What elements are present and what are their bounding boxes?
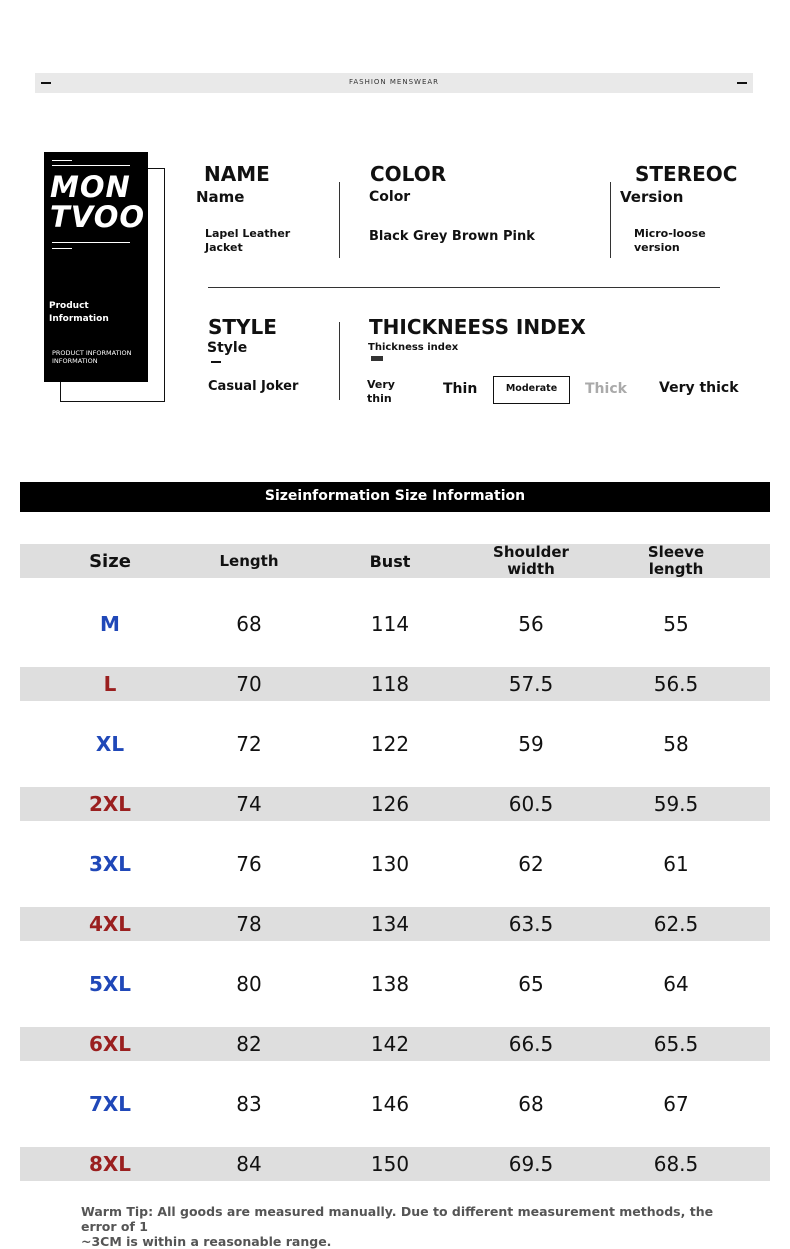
column-header-label: Sleeve — [647, 543, 705, 561]
bust-cell: 114 — [370, 612, 410, 636]
option-label: Moderate — [505, 383, 558, 394]
tag-product-label: Product — [49, 301, 89, 311]
tag-rule — [52, 248, 72, 249]
tag-rule — [52, 242, 130, 243]
option-label: Very — [367, 378, 395, 391]
sleeve-cell: 61 — [663, 852, 689, 876]
shoulder-cell: 63.5 — [508, 912, 554, 936]
column-header-bust — [335, 544, 445, 578]
top-banner — [35, 73, 753, 93]
table-row — [20, 1087, 770, 1121]
length-cell: 70 — [236, 672, 262, 696]
sleeve-cell: 56.5 — [653, 672, 699, 696]
option-label: thin — [367, 392, 392, 405]
bust-cell: 138 — [370, 972, 410, 996]
brand-logo-line-2: TVOO — [50, 200, 146, 234]
dash-icon — [211, 361, 221, 363]
column-header-shoulder — [476, 544, 586, 578]
thickness-option-very-thin — [367, 378, 395, 406]
column-header-label: Length — [219, 551, 279, 570]
thickness-option-thin: Thin — [443, 381, 478, 397]
size-cell: 5XL — [88, 972, 132, 996]
sleeve-cell: 62.5 — [653, 912, 699, 936]
tag-rule — [52, 160, 72, 161]
length-cell: 68 — [236, 612, 262, 636]
warm-tip-line: ~3CM is within a reasonable range. — [81, 1234, 332, 1249]
tag-rule — [52, 165, 130, 166]
column-header-label: Shoulder — [493, 543, 569, 561]
dash-icon — [737, 82, 747, 84]
table-row — [20, 967, 770, 1001]
length-cell: 80 — [236, 972, 262, 996]
column-header-label: length — [648, 560, 704, 578]
column-header-sleeve — [621, 544, 731, 578]
size-cell: 3XL — [88, 852, 132, 876]
length-cell: 84 — [236, 1152, 262, 1176]
length-cell: 74 — [236, 792, 262, 816]
style-value: Casual Joker — [208, 379, 299, 394]
bust-cell: 142 — [370, 1032, 410, 1056]
column-header-length — [194, 544, 304, 578]
banner-title: FASHION MENSWEAR — [348, 78, 440, 86]
sleeve-cell: 67 — [663, 1092, 689, 1116]
size-cell: M — [100, 612, 120, 636]
section-divider — [208, 287, 720, 288]
size-cell: L — [103, 672, 117, 696]
sleeve-cell: 64 — [663, 972, 689, 996]
thickness-option-thick: Thick — [585, 381, 627, 397]
table-row — [20, 907, 770, 941]
length-cell: 83 — [236, 1092, 262, 1116]
color-subheading: Color — [369, 189, 411, 205]
length-cell: 76 — [236, 852, 262, 876]
bust-cell: 122 — [370, 732, 410, 756]
size-section-title: Sizeinformation Size Information — [264, 488, 526, 504]
shoulder-cell: 66.5 — [508, 1032, 554, 1056]
style-heading: STYLE — [208, 315, 277, 339]
shoulder-cell: 69.5 — [508, 1152, 554, 1176]
brand-tag — [44, 152, 148, 382]
tag-small-text: PRODUCT INFORMATION — [52, 349, 132, 357]
sleeve-cell: 58 — [663, 732, 689, 756]
shoulder-cell: 65 — [518, 972, 544, 996]
length-cell: 82 — [236, 1032, 262, 1056]
thickness-option-moderate-selected — [493, 376, 570, 404]
table-row — [20, 1147, 770, 1181]
table-row — [20, 787, 770, 821]
color-heading: COLOR — [370, 162, 447, 186]
table-row — [20, 1027, 770, 1061]
size-section-header — [20, 482, 770, 512]
bust-cell: 150 — [370, 1152, 410, 1176]
bust-cell: 146 — [370, 1092, 410, 1116]
length-cell: 78 — [236, 912, 262, 936]
size-cell: 7XL — [88, 1092, 132, 1116]
version-value-line-2: version — [634, 241, 680, 254]
style-subheading: Style — [207, 340, 248, 356]
name-heading: NAME — [204, 162, 270, 186]
bust-cell: 118 — [370, 672, 410, 696]
bust-cell: 126 — [370, 792, 410, 816]
version-value-line-1: Micro-loose — [634, 227, 706, 240]
sleeve-cell: 59.5 — [653, 792, 699, 816]
thickness-heading: THICKNEESS INDEX — [369, 315, 586, 339]
shoulder-cell: 59 — [518, 732, 544, 756]
size-cell: 6XL — [88, 1032, 132, 1056]
table-row — [20, 667, 770, 701]
divider — [610, 182, 611, 258]
length-cell: 72 — [236, 732, 262, 756]
column-header-label: width — [507, 560, 555, 578]
dash-icon — [371, 356, 383, 361]
shoulder-cell: 57.5 — [508, 672, 554, 696]
brand-logo-line-1: MON — [50, 170, 131, 204]
table-header-row — [20, 544, 770, 578]
column-header-size — [60, 544, 160, 578]
shoulder-cell: 60.5 — [508, 792, 554, 816]
table-row — [20, 847, 770, 881]
warm-tip — [81, 1204, 731, 1249]
bust-cell: 130 — [370, 852, 410, 876]
table-row — [20, 607, 770, 641]
column-header-label: Size — [89, 550, 131, 572]
color-value: Black Grey Brown Pink — [369, 229, 535, 244]
divider — [339, 182, 340, 258]
size-cell: 4XL — [88, 912, 132, 936]
size-cell: XL — [95, 732, 125, 756]
bust-cell: 134 — [370, 912, 410, 936]
divider — [339, 322, 340, 400]
shoulder-cell: 68 — [518, 1092, 544, 1116]
tag-information-label: Information — [49, 314, 109, 324]
sleeve-cell: 68.5 — [653, 1152, 699, 1176]
tag-small-text: INFORMATION — [52, 357, 98, 365]
shoulder-cell: 62 — [518, 852, 544, 876]
name-value-line-1: Lapel Leather — [205, 227, 291, 240]
name-value-line-2: Jacket — [205, 241, 243, 254]
thickness-subheading: Thickness index — [368, 342, 459, 353]
size-cell: 8XL — [88, 1152, 132, 1176]
shoulder-cell: 56 — [518, 612, 544, 636]
thickness-option-very-thick: Very thick — [659, 380, 739, 396]
stereo-heading: STEREOC — [635, 162, 738, 186]
sleeve-cell: 65.5 — [653, 1032, 699, 1056]
size-cell: 2XL — [88, 792, 132, 816]
version-subheading: Version — [620, 188, 684, 206]
name-subheading: Name — [196, 188, 245, 206]
warm-tip-line: Warm Tip: All goods are measured manually. Due to different measurement methods, the error of 1 — [81, 1204, 714, 1234]
sleeve-cell: 55 — [663, 612, 689, 636]
table-row — [20, 727, 770, 761]
column-header-label: Bust — [369, 551, 411, 571]
